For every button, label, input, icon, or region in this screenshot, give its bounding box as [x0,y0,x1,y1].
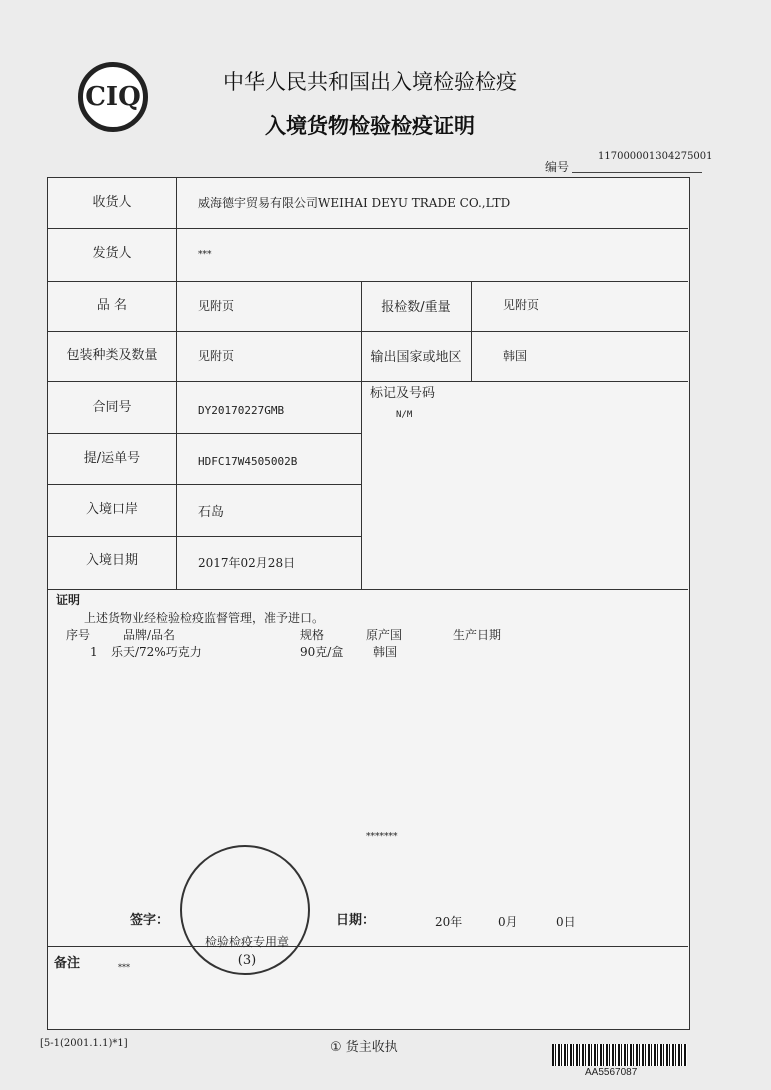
col-spec: 规格 [300,628,325,642]
number-underline [572,172,702,173]
consignor-label: 发货人 [92,246,132,261]
document-title: 入境货物检验检疫证明 [265,114,475,138]
barcode [552,1044,687,1066]
sign-date-label: 日期： [336,913,376,928]
bill-value: HDFC17W4505002B [198,455,298,468]
row-spec: 90克/盒 [300,645,344,659]
row-no: 1 [90,645,98,659]
consignee-value: 威海德宇贸易有限公司WEIHAI DEYU TRADE CO.,LTD [198,196,511,210]
copy-label: ① 货主收执 [330,1040,398,1055]
row-brand: 乐天/72%巧克力 [111,645,202,659]
bill-label: 提/运单号 [83,451,141,466]
certificate-statement: 上述货物业经检验检疫监督管理，准予进口。 [84,611,325,625]
date-value: 2017年02月28日 [198,556,296,570]
barcode-number: AA5567087 [585,1067,638,1078]
row-origin: 韩国 [373,645,398,659]
official-seal [180,845,310,975]
sign-date-month: 0月 [498,915,518,929]
packing-value: 见附页 [198,349,235,363]
col-no: 序号 [66,628,91,642]
marks-label: 标记及号码 [370,386,436,401]
col-brand: 品牌/品名 [123,628,176,642]
col-origin: 原产国 [366,628,403,642]
goods-label: 品 名 [96,298,128,313]
port-value: 石岛 [198,505,225,520]
quantity-label: 报检数/重量 [381,300,451,315]
goods-value: 见附页 [198,299,235,313]
sign-label: 签字： [130,913,170,928]
quantity-value: 见附页 [503,298,540,312]
separator: ******* [366,832,398,842]
number-label: 编号 [545,160,570,174]
remarks-value: *** [118,963,130,972]
certificate-number: 117000001304275001 [598,151,713,162]
sign-date-day: 0日 [556,915,576,929]
col-prod-date: 生产日期 [453,628,502,642]
authority-title: 中华人民共和国出入境检验检疫 [223,70,517,94]
ciq-logo: CIQ [78,62,148,132]
certificate-label: 证明 [56,593,81,607]
contract-value: DY20170227GMB [198,404,285,417]
consignee-label: 收货人 [92,195,132,210]
consignor-value: *** [198,250,212,260]
seal-text: 检验检疫专用章 [204,935,289,949]
contract-label: 合同号 [92,400,132,415]
packing-label: 包装种类及数量 [66,348,158,363]
remarks-label: 备注 [54,956,81,971]
date-label: 入境日期 [85,553,138,568]
form-code: [5-1(2001.1.1)*1] [40,1038,128,1049]
sign-date-year: 20年 [435,915,463,929]
seal-number: (3) [237,953,257,968]
port-label: 入境口岸 [85,502,138,517]
origin-label: 输出国家或地区 [370,350,462,365]
form-table [47,177,690,1030]
marks-value: N/M [396,410,413,420]
origin-value: 韩国 [503,349,528,363]
